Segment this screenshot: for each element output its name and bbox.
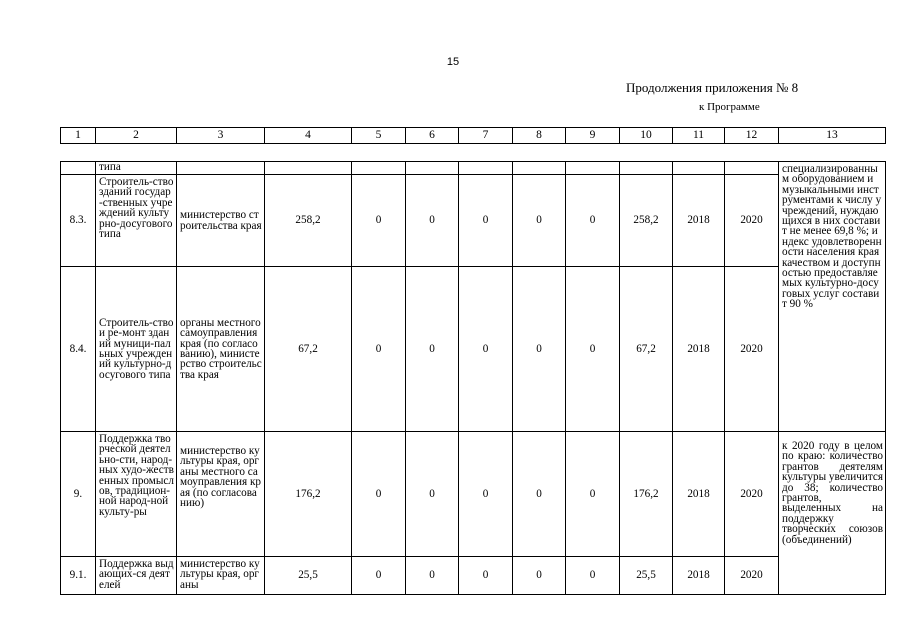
row-value-7: 0	[459, 267, 513, 432]
row-name: Поддержка выдающих-ся деятелей	[96, 557, 177, 595]
row-responsible: министерство культуры края, органы	[177, 557, 265, 595]
table-row	[61, 162, 886, 175]
header-col-9: 9	[566, 128, 620, 144]
header-col-13: 13	[779, 128, 886, 144]
row-value-6	[406, 162, 459, 175]
row-value-10: 25,5	[620, 557, 673, 595]
row-value-8: 0	[513, 267, 566, 432]
row-value-5	[352, 162, 406, 175]
row-name: Строитель-ство зданий государ-ственных учреждений культурно-досугового типа	[96, 175, 177, 267]
row-number: 9.	[61, 432, 96, 557]
header-col-3: 3	[177, 128, 265, 144]
row-total: 25,5	[265, 557, 352, 595]
header-col-1: 1	[61, 128, 96, 144]
header-col-4: 4	[265, 128, 352, 144]
row-year-start	[673, 162, 725, 175]
header-col-8: 8	[513, 128, 566, 144]
row-year-end: 2020	[725, 557, 779, 595]
row-year-start: 2018	[673, 175, 725, 267]
row-value-5: 0	[352, 557, 406, 595]
row-value-5: 0	[352, 175, 406, 267]
header-table	[60, 127, 886, 144]
row-value-8: 0	[513, 175, 566, 267]
row-year-end: 2020	[725, 175, 779, 267]
row-number: 9.1.	[61, 557, 96, 595]
row-value-7: 0	[459, 557, 513, 595]
row-value-7	[459, 162, 513, 175]
row-year-start: 2018	[673, 557, 725, 595]
row-value-5: 0	[352, 432, 406, 557]
result-group-8: специализированным оборудованием и музыкальными инструментами к числу учреждений, нуждающихся в них составит не менее 69,8 %; индекс удовлетворенности населения края качеством и доступностью предоставляемых культурно-досуговых услуг составит 90 %	[779, 162, 886, 432]
header-col-12: 12	[725, 128, 779, 144]
row-number: 8.3.	[61, 175, 96, 267]
header-row	[61, 128, 886, 144]
row-total: 258,2	[265, 175, 352, 267]
row-value-9: 0	[566, 557, 620, 595]
header-col-5: 5	[352, 128, 406, 144]
table-row	[61, 267, 886, 432]
row-value-9	[566, 162, 620, 175]
program-label: к Программе	[699, 101, 760, 113]
row-responsible: министерство строительства края	[177, 175, 265, 267]
row-value-8	[513, 162, 566, 175]
row-total: 176,2	[265, 432, 352, 557]
header-col-6: 6	[406, 128, 459, 144]
row-value-9: 0	[566, 267, 620, 432]
row-year-start: 2018	[673, 432, 725, 557]
row-value-6: 0	[406, 557, 459, 595]
row-value-6: 0	[406, 432, 459, 557]
row-year-start: 2018	[673, 267, 725, 432]
row-name: Поддержка творческой деятельно-сти, народ-ных худо-жественных промыслов, традицион-ной народ-ной культу-ры	[96, 432, 177, 557]
row-value-10	[620, 162, 673, 175]
row-name: типа	[96, 162, 177, 175]
table-row	[61, 432, 886, 557]
row-value-6: 0	[406, 175, 459, 267]
header-col-10: 10	[620, 128, 673, 144]
header-col-11: 11	[673, 128, 725, 144]
page-number: 15	[446, 56, 460, 68]
row-number	[61, 162, 96, 175]
row-value-8: 0	[513, 557, 566, 595]
row-value-10: 176,2	[620, 432, 673, 557]
header-col-2: 2	[96, 128, 177, 144]
row-value-8: 0	[513, 432, 566, 557]
row-name: Строитель-ство и ре-монт зданий муници-пальных учреждений культурно-досугового типа	[96, 267, 177, 432]
row-responsible: органы местного самоуправления края (по согласованию), министерство строительства края	[177, 267, 265, 432]
continuation-title: Продолжения приложения № 8	[626, 80, 799, 95]
table-row	[61, 557, 886, 595]
row-total: 67,2	[265, 267, 352, 432]
row-value-10: 258,2	[620, 175, 673, 267]
row-value-6: 0	[406, 267, 459, 432]
table-row	[61, 175, 886, 267]
row-year-end: 2020	[725, 432, 779, 557]
row-value-9: 0	[566, 432, 620, 557]
row-value-10: 67,2	[620, 267, 673, 432]
result-group-9: к 2020 году в целом по краю: количество грантов деятелям культуры увеличится до 38; количество грантов, выделенных на поддержку творческих союзов (объединений)	[779, 432, 886, 595]
row-year-end: 2020	[725, 267, 779, 432]
row-year-end	[725, 162, 779, 175]
row-total	[265, 162, 352, 175]
row-responsible	[177, 162, 265, 175]
row-value-7: 0	[459, 175, 513, 267]
program-table	[60, 161, 886, 595]
header-col-7: 7	[459, 128, 513, 144]
row-number: 8.4.	[61, 267, 96, 432]
row-responsible: министерство культуры края, органы местного самоуправления края (по согласованию)	[177, 432, 265, 557]
row-value-5: 0	[352, 267, 406, 432]
row-value-9: 0	[566, 175, 620, 267]
row-value-7: 0	[459, 432, 513, 557]
